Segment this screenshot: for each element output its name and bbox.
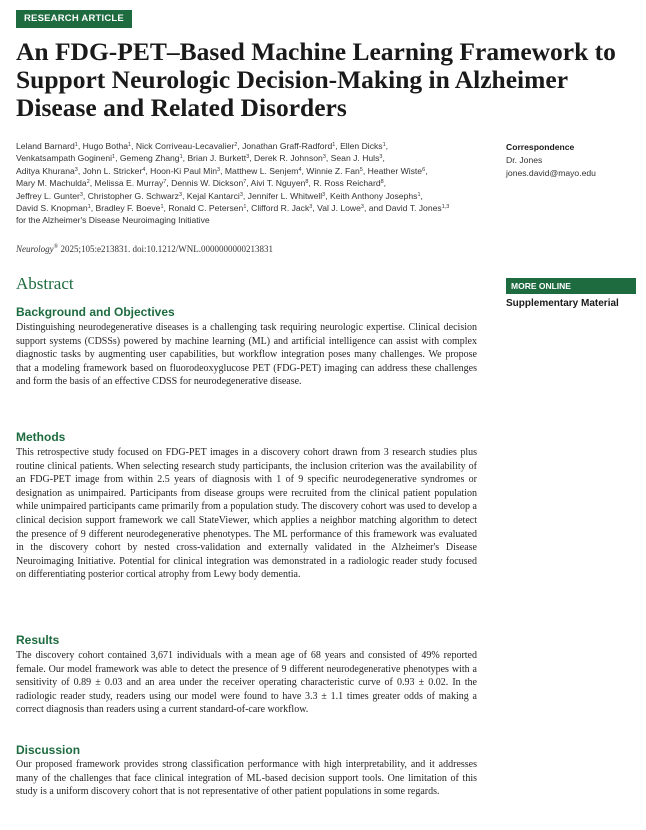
author-name: Brian J. Burkett xyxy=(187,153,247,164)
author-group: for the Alzheimer's Disease Neuroimaging Initiative xyxy=(16,215,210,226)
author-name: Matthew L. Senjem xyxy=(224,165,299,176)
author-name: John L. Stricker xyxy=(82,165,143,176)
author-affiliation: 2 xyxy=(86,179,90,186)
author-affiliation: 3 xyxy=(379,154,383,161)
author-name: Ronald C. Petersen xyxy=(168,203,244,214)
author-affiliation: 2 xyxy=(234,142,238,148)
author-separator: , xyxy=(325,153,331,164)
author-separator: , xyxy=(246,178,251,189)
author-name: Derek R. Johnson xyxy=(254,153,323,164)
section-text-methods: This retrospective study focused on FDG-PET images in a discovery cohort drawn from 3 research studies plus routine clinical patients. When selecting research study participants, the inclusion criterion was the availability of an FDG-PET image from within 2.5 years of diagnosis with 1 of 9 specific neurodegenerative syndromes or designation as unimpaired. Participants from disease groups were recruited from the clinical patient population while unimpaired participants came primarily from a population study. The discovery cohort was used to develop a clinical decision support framework we call StateViewer, which applies a neighbor matching algorithm to detect the presence of 9 different neurodegenerative phenotypes. The ML performance of this framework was evaluated in the discovery cohort by nested cross-validation and externally validated in the Alzheimer's Disease Neuroimaging Initiative. Potential for clinical integration was demonstrated in a radiologic reader study focused on differentiating posterior cortical atrophy from Lewy body dementia. xyxy=(16,447,477,581)
author-name: Keith Anthony Josephs xyxy=(330,190,418,201)
author-separator: , xyxy=(145,165,151,176)
author-name: Aivi T. Nguyen xyxy=(250,178,306,189)
section-text-discussion: Our proposed framework provides strong classification performance with high interpretability, and it addresses many of the challenges that face clinical integration of ML-based decision support tools. One limitation of this study is a uniform discovery cohort that is not representative of other patient populations in some regards. xyxy=(16,759,477,798)
author-affiliation: 3 xyxy=(322,154,326,161)
author-separator: , xyxy=(237,141,243,151)
author-affiliation: 8 xyxy=(380,179,384,186)
citation xyxy=(16,244,273,254)
author-separator: , xyxy=(325,190,331,201)
author-line xyxy=(16,190,486,202)
author-separator: , xyxy=(385,141,389,151)
author-affiliation: 1 xyxy=(128,142,132,148)
author-affiliation: 1,3 xyxy=(441,204,450,211)
author-separator: , xyxy=(249,153,255,164)
section-heading-methods: Methods xyxy=(16,430,66,444)
author-separator: , xyxy=(312,203,318,214)
author-affiliation: 3 xyxy=(246,154,250,161)
author-name: Val J. Lowe xyxy=(317,203,361,214)
author-affiliation: 7 xyxy=(163,179,167,186)
author-affiliation: 1 xyxy=(160,204,164,211)
author-separator: , xyxy=(420,190,423,201)
author-name: Nick Corriveau-Lecavalier xyxy=(135,141,235,151)
author-separator: , xyxy=(182,190,187,201)
author-separator: , xyxy=(163,203,169,214)
author-separator: , xyxy=(425,165,428,176)
author-separator: , xyxy=(82,190,88,201)
author-separator: , xyxy=(90,203,96,214)
author-affiliation: 3 xyxy=(309,204,313,211)
author-affiliation: 3 xyxy=(79,191,83,198)
author-affiliation: 8 xyxy=(305,179,309,186)
author-affiliation: 1 xyxy=(112,154,116,161)
author-affiliation: 6 xyxy=(422,166,426,173)
author-affiliation: 3 xyxy=(178,191,182,198)
author-separator: , xyxy=(242,190,248,201)
author-name: Christopher G. Schwarz xyxy=(87,190,179,201)
author-list xyxy=(16,140,486,227)
section-text-background: Distinguishing neurodegenerative diseases is a challenging task requiring neurologic expertise. Clinical decision support systems (CDSSs) powered by machine learning (ML) and artificial intelligence can assist with complex diagnostic tasks by augmenting user capabilities, but workflow integration poses many challenges. We propose that a modeling framework based on fluorodeoxyglucose PET (FDG-PET) imaging can address these challenges and form the basis of an effective CDSS for neurodegenerative disease. xyxy=(16,322,477,388)
author-separator: , xyxy=(115,153,120,164)
author-affiliation: 3 xyxy=(360,204,364,211)
author-separator: , xyxy=(77,165,83,176)
author-name: Mary M. Machulda xyxy=(16,178,87,189)
author-separator: , xyxy=(308,178,314,189)
author-affiliation: 5 xyxy=(359,166,363,173)
author-affiliation: 1 xyxy=(74,142,78,148)
author-name: Kejal Kantarci xyxy=(186,190,240,201)
author-separator: , xyxy=(301,165,307,176)
author-name: Sean J. Huls xyxy=(330,153,380,164)
author-name: Aditya Khurana xyxy=(16,165,75,176)
author-name: David T. Jones xyxy=(385,203,442,214)
section-heading-discussion: Discussion xyxy=(16,743,81,757)
correspondence-name: Dr. Jones xyxy=(506,155,543,165)
author-name: Gemeng Zhang xyxy=(119,153,180,164)
author-separator: , and xyxy=(363,203,386,214)
author-separator: , xyxy=(131,141,136,151)
author-affiliation: 1 xyxy=(332,142,336,148)
section-text-results: The discovery cohort contained 3,671 individuals with a mean age of 68 years and consisted of 49% reported female. Our model framework was able to detect the presence of 9 different neurodegenerative phenotypes with a sensitivity of 0.89 ± 0.03 and an area under the receiver operating characteristic curve of 0.93 ± 0.02. In the radiologic reader study, readers using our model were found to have 3.3 ± 1.1 times greater odds of making a correct diagnosis than readers using a current standard-of-care workflow. xyxy=(16,650,477,716)
author-line xyxy=(16,165,486,177)
author-affiliation: 3 xyxy=(74,166,78,173)
article-type-badge: RESEARCH ARTICLE xyxy=(16,10,132,28)
author-line xyxy=(16,177,486,189)
more-online-bar: MORE ONLINE xyxy=(506,278,636,294)
author-affiliation: 7 xyxy=(243,179,247,186)
author-line xyxy=(16,202,486,214)
abstract-heading: Abstract xyxy=(16,274,74,293)
section-heading-results: Results xyxy=(16,633,60,647)
section-heading-background: Background and Objectives xyxy=(16,305,175,319)
author-name: Bradley F. Boeve xyxy=(95,203,161,214)
author-affiliation: 1 xyxy=(382,142,386,148)
author-separator: , xyxy=(382,153,385,164)
author-name: Jeffrey L. Gunter xyxy=(16,190,80,201)
author-name: R. Ross Reichard xyxy=(313,178,381,189)
correspondence-heading: Correspondence xyxy=(506,142,575,152)
author-name: Heather Wiste xyxy=(367,165,423,176)
author-name: Jonathan Graff-Radford xyxy=(242,141,333,151)
author-name: Hoon-Ki Paul Min xyxy=(150,165,218,176)
author-separator: , xyxy=(362,165,368,176)
author-separator: , xyxy=(335,141,341,151)
author-affiliation: 1 xyxy=(179,154,183,161)
author-name: Ellen Dicks xyxy=(340,141,383,151)
correspondence-email[interactable]: jones.david@mayo.edu xyxy=(506,168,596,178)
author-line xyxy=(16,152,486,164)
author-name: Leland Barnard xyxy=(16,141,75,151)
registered-mark: ® xyxy=(53,244,59,250)
author-separator: , xyxy=(182,153,188,164)
author-separator: , xyxy=(246,203,252,214)
author-affiliation: 1 xyxy=(417,191,421,198)
author-name: Clifford R. Jack xyxy=(251,203,310,214)
author-name: Venkatsampath Gogineni xyxy=(16,153,113,164)
supplementary-material-link[interactable]: Supplementary Material xyxy=(506,298,619,309)
citation-details: 2025;105:e213831. doi:10.1212/WNL.0000000000213831 xyxy=(58,244,273,254)
author-affiliation: 4 xyxy=(142,166,146,173)
author-name: Melissa E. Murray xyxy=(94,178,164,189)
author-name: Hugo Botha xyxy=(82,141,129,151)
author-separator: , xyxy=(89,178,95,189)
author-separator: , xyxy=(383,178,387,189)
author-line xyxy=(16,140,486,152)
author-affiliation: 3 xyxy=(239,191,243,198)
author-name: Winnie Z. Fan xyxy=(306,165,360,176)
author-name: Jennifer L. Whitwell xyxy=(247,190,323,201)
author-affiliation: 4 xyxy=(298,166,302,173)
author-separator: , xyxy=(166,178,172,189)
author-affiliation: 1 xyxy=(243,204,247,211)
author-affiliation: 3 xyxy=(217,166,221,173)
journal-name: Neurology xyxy=(16,244,54,254)
author-affiliation: 1 xyxy=(87,204,91,211)
article-title: An FDG-PET–Based Machine Learning Framework to Support Neurologic Decision-Making in Alzheimer Disease and Related Disorders xyxy=(16,37,616,122)
correspondence-block xyxy=(506,141,596,180)
author-name: David S. Knopman xyxy=(16,203,88,214)
author-separator: , xyxy=(77,141,83,151)
author-affiliation: 3 xyxy=(322,191,326,198)
author-name: Dennis W. Dickson xyxy=(171,178,244,189)
author-separator: , xyxy=(220,165,225,176)
